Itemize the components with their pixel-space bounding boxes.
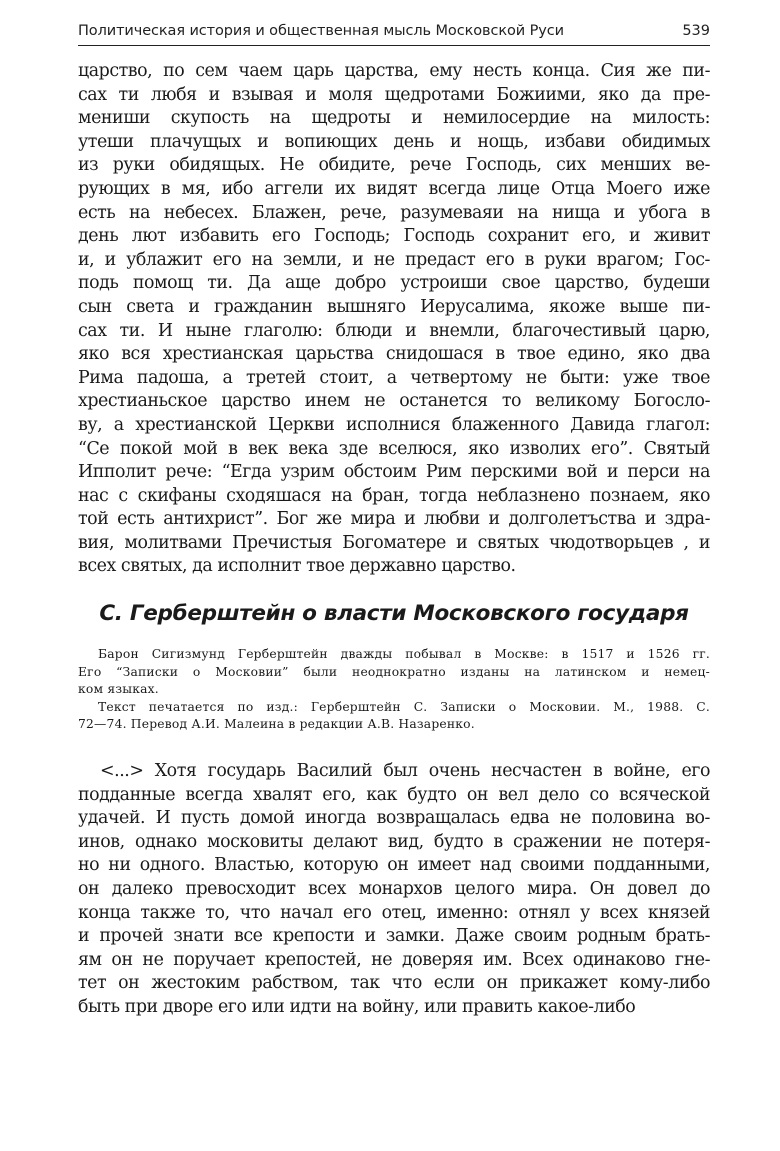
section-heading: С. Герберштейн о власти Московского государя — [99, 601, 689, 627]
paragraph-herberstein-text — [78, 760, 710, 1020]
note-line: Его “Записки о Московии” были неоднократно изданы на латинском и немец- — [78, 664, 710, 679]
text-line: ям он не поручает крепостей, не доверяя им. Всех одинаково гне- — [78, 949, 710, 970]
text-line: утеши плачущых и вопиющих день и нощь, избави обидимых — [78, 131, 710, 152]
page-number: 539 — [682, 23, 710, 39]
text-line: рующих в мя, ибо аггели их видят всегда лице Отца Моего иже — [78, 178, 710, 199]
text-line: инов, однако московиты делают вид, будто в сражении не потеря- — [78, 831, 710, 852]
paragraph-epistle — [78, 60, 710, 579]
note-line: ком языках. — [78, 682, 159, 697]
text-line: сах ти любя и взывая и моля щедротами Божиими, яко да пре- — [78, 84, 710, 105]
note-source-edition — [78, 699, 710, 734]
text-line: и прочей знати все крепости и замки. Даже своим родным брать- — [78, 926, 710, 947]
text-line: есть на небесех. Блажен, рече, разумеваяи на нища и убога в — [78, 202, 710, 223]
running-header — [78, 22, 710, 46]
text-line: он далеко превосходит всех монархов целого мира. Он довел до — [78, 879, 710, 899]
running-title: Политическая история и общественная мысль Московской Руси — [78, 23, 564, 39]
text-line: <...> Хотя государь Василий был очень несчастен в войне, его — [100, 761, 710, 782]
text-line: Ипполит рече: “Егда узрим обстоим Рим перскими вой и перси на — [78, 462, 710, 483]
note-line: Текст печатается по изд.: Герберштейн С. Записки о Московии. М., 1988. С. — [98, 699, 710, 714]
text-line: подданные всегда хвалят его, как будто он вел дело со всяческой — [78, 784, 710, 805]
text-line: нас с скифаны сходяшася на бран, тогда неблазнено познаем, яко — [78, 485, 710, 506]
text-line: мениши скупость на щедроты и немилосердие на милость: — [78, 108, 710, 129]
text-line: царство, по сем чаем царь царства, ему несть конца. Сия же пи- — [78, 61, 710, 81]
text-line: яко вся хрестианская царьства снидошася в твое едино, яко два — [78, 344, 710, 365]
text-line: из руки обидящых. Не обидите, рече Господь, сих менших ве- — [78, 155, 710, 176]
text-line: быть при дворе его или идти на войну, или править какое-либо — [78, 996, 636, 1017]
text-line: день лют избавить его Господь; Господь сохранит его, и живит — [78, 226, 710, 247]
text-line: всех святых, да исполнит твое державно царство. — [78, 556, 516, 577]
text-line: вия, молитвами Пречистыя Богоматере и святых чюдотворьцев , и — [78, 532, 710, 553]
text-line: сах ти. И ныне глаголю: блюди и внемли, благочестивый царю, — [78, 320, 710, 341]
text-line: “Се покой мой в век века зде вселюся, яко изволих его”. Святый — [78, 438, 710, 459]
text-line: но ни одного. Властью, которую он имеет над своими подданными, — [78, 855, 710, 876]
text-line: ву, а хрестианской Церкви исполнися блаженного Давида глагол: — [78, 414, 710, 435]
book-page — [78, 22, 710, 1020]
text-line: хрестианьское царство инем не останется то великому Богосло- — [78, 391, 710, 412]
text-line: подь помощ ти. Да аще добро устроиши свое царство, будеши — [78, 273, 710, 294]
text-line: удачей. И пусть домой иногда возвращалась едва не половина во- — [78, 808, 710, 829]
text-line: сын света и гражданин вышняго Иерусалима, якоже выше пи- — [78, 296, 710, 317]
note-line: Барон Сигизмунд Герберштейн дважды побывал в Москве: в 1517 и 1526 гг. — [98, 647, 710, 662]
note-line: 72—74. Перевод А.И. Малеина в редакции А.В. Назаренко. — [78, 717, 475, 732]
text-line: конца также то, что начал его отец, именно: отнял у всех князей — [78, 902, 710, 923]
text-line: и, и ублажит его на земли, и не предаст его в руки врагом; Гос- — [78, 249, 710, 270]
body-text — [78, 60, 710, 1020]
text-line: тет он жестоким рабством, так что если он прикажет кому-либо — [78, 973, 710, 994]
note-about-herberstein — [78, 646, 710, 699]
text-line: Рима падоша, а третей стоит, а четвертому не быти: уже твое — [78, 367, 710, 388]
text-line: той есть антихрист”. Бог же мира и любви и долголетъства и здра- — [78, 509, 710, 530]
editorial-notes — [78, 646, 710, 734]
